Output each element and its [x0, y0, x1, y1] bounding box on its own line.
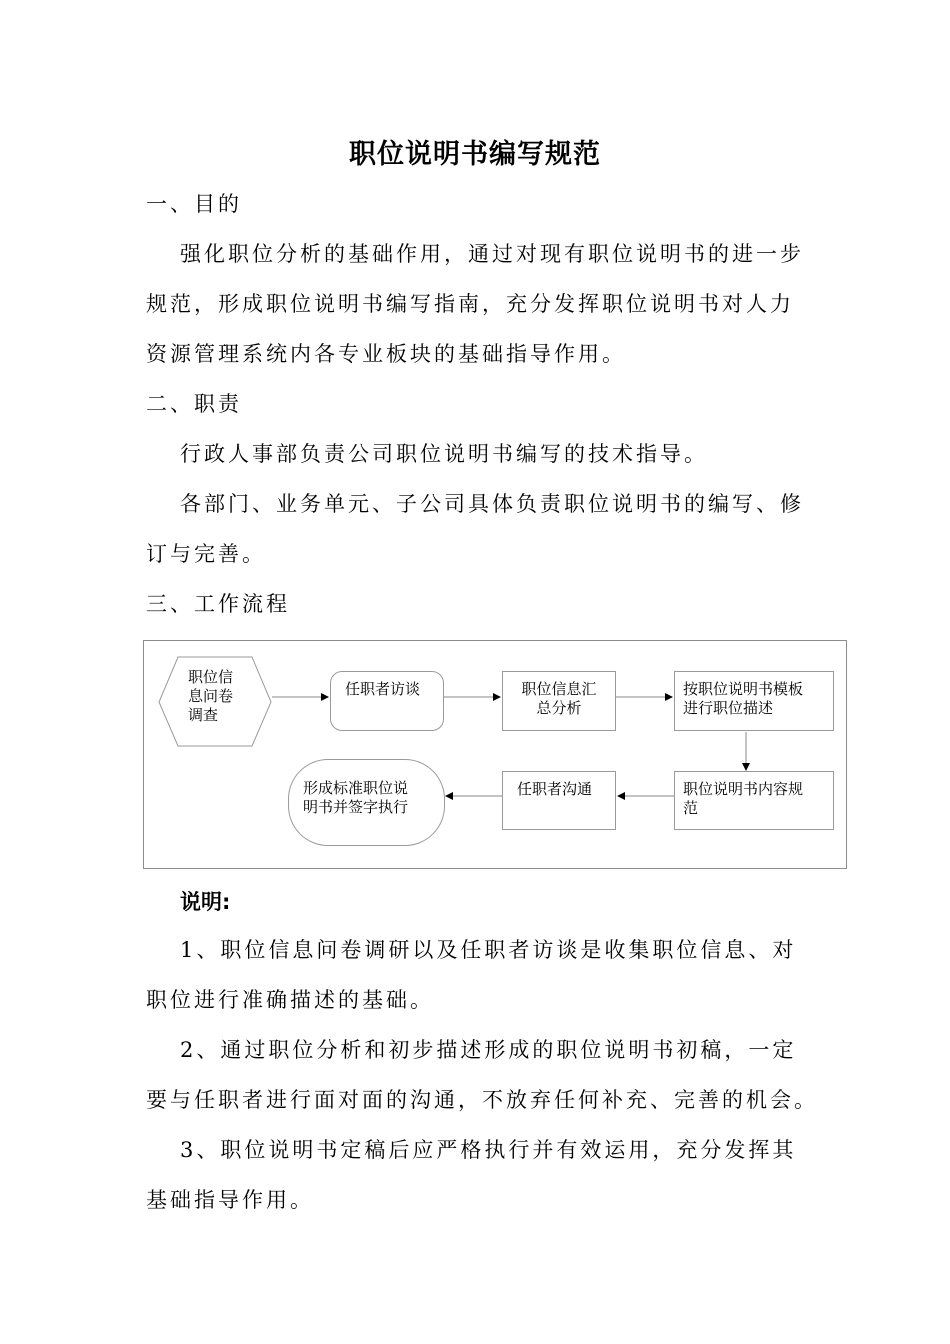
note-line: 职位进行准确描述的基础。	[146, 988, 434, 1012]
note-line: 要与任职者进行面对面的沟通，不放弃任何补充、完善的机会。	[146, 1088, 818, 1112]
paragraph-line: 各部门、业务单元、子公司具体负责职位说明书的编写、修	[180, 492, 804, 516]
node-line: 进行职位描述	[683, 699, 774, 717]
note-line: 3、职位说明书定稿后应严格执行并有效运用，充分发挥其	[180, 1138, 797, 1162]
regulate-node	[674, 771, 834, 830]
node-line: 形成标准职位说	[303, 779, 409, 797]
section-heading-duty: 二、职责	[146, 392, 242, 416]
section-heading-workflow: 三、工作流程	[146, 592, 290, 616]
node-line: 任职者访谈	[345, 680, 421, 698]
node-line: 职位信息汇	[521, 680, 597, 698]
section-heading-purpose: 一、目的	[146, 192, 242, 216]
node-line: 范	[683, 799, 699, 817]
node-line: 职位信	[188, 668, 234, 686]
paragraph-line: 行政人事部负责公司职位说明书编写的技术指导。	[180, 442, 708, 466]
note-line: 基础指导作用。	[146, 1188, 314, 1212]
note-line: 2、通过职位分析和初步描述形成的职位说明书初稿，一定	[180, 1038, 797, 1062]
node-line: 总分析	[536, 699, 582, 717]
node-line: 明书并签字执行	[303, 798, 409, 816]
node-line: 按职位说明书模板	[683, 680, 804, 698]
note-line: 1、职位信息问卷调研以及任职者访谈是收集职位信息、对	[180, 938, 797, 962]
notes-label: 说明:	[180, 890, 231, 914]
paragraph-line: 强化职位分析的基础作用，通过对现有职位说明书的进一步	[180, 242, 804, 266]
paragraph-line: 资源管理系统内各专业板块的基础指导作用。	[146, 342, 626, 366]
node-line: 调查	[188, 706, 219, 724]
describe-node	[674, 671, 834, 731]
node-line: 职位说明书内容规	[683, 780, 804, 798]
communicate-node	[502, 771, 616, 830]
paragraph-line: 规范，形成职位说明书编写指南，充分发挥职位说明书对人力	[146, 292, 794, 316]
node-line: 任职者沟通	[517, 780, 593, 798]
summary-node	[502, 671, 616, 731]
paragraph-line: 订与完善。	[146, 542, 266, 566]
interview-node	[330, 671, 444, 731]
standard-node	[288, 759, 445, 846]
survey-node	[188, 668, 233, 725]
node-line: 息问卷	[188, 687, 234, 705]
page-title: 职位说明书编写规范	[349, 139, 601, 170]
